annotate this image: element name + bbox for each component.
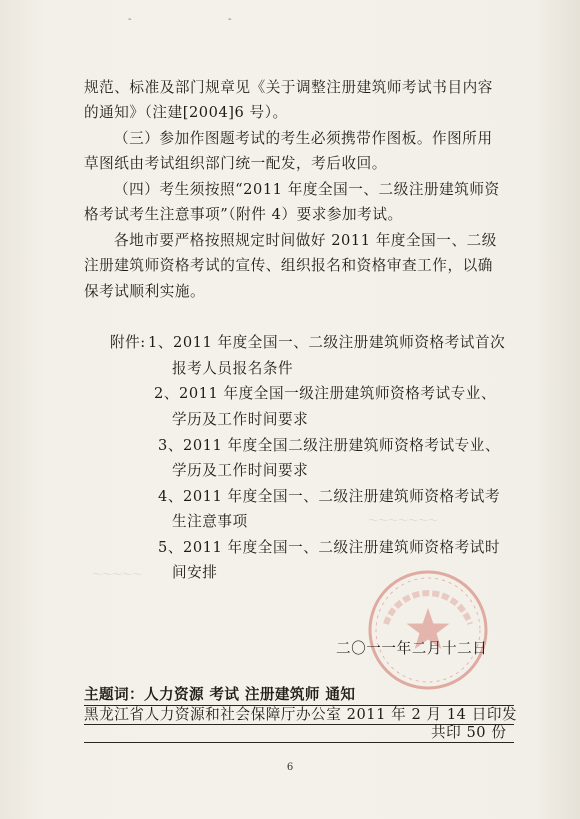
paragraph-line: （四）考生须按照“2011 年度全国一、二级注册建筑师资 (114, 181, 500, 198)
official-seal-icon (364, 566, 492, 694)
paragraph-line: 草图纸由考试组织部门统一配发，考后收回。 (84, 155, 387, 172)
subject-keywords: 主题词：人力资源 考试 注册建筑师 通知 (84, 686, 356, 703)
bleed-through-mark: ～～～～～ (92, 570, 142, 581)
attachment-item-line: 3、2011 年度全国二级注册建筑师资格考试专业、 (158, 437, 501, 454)
footer-rule-bottom (84, 742, 514, 743)
paragraph-line: 注册建筑师资格考试的宣传、组织报名和资格审查工作，以确 (84, 257, 493, 274)
attachment-item-line: 报考人员报名条件 (172, 360, 294, 377)
bleed-through-mark: ～～～～～～～ (368, 516, 438, 527)
attachment-item-line: 间安排 (172, 564, 218, 581)
paragraph-line: 保考试顺利实施。 (84, 283, 206, 300)
attachment-item-line: 5、2011 年度全国一、二级注册建筑师资格考试时 (158, 539, 501, 556)
issuer-line: 黑龙江省人力资源和社会保障厅办公室 2011 年 2 月 14 日印发 (84, 706, 518, 723)
attachment-item-line: 4、2011 年度全国一、二级注册建筑师资格考试考 (158, 488, 501, 505)
attachment-item-line: 1、2011 年度全国一、二级注册建筑师资格考试首次 (148, 334, 506, 351)
scan-mark-right: - (228, 14, 232, 25)
paragraph-line: 格考试考生注意事项”（附件 4）要求参加考试。 (84, 206, 403, 223)
attachments-prefix: 附件: (110, 334, 146, 351)
paragraph-line: 的通知》（注建[2004]6 号）。 (84, 104, 288, 121)
document-date: 二〇一一年二月十二日 (336, 640, 488, 657)
attachment-item-line: 学历及工作时间要求 (172, 411, 309, 428)
attachment-item-line: 生注意事项 (172, 513, 248, 530)
page-number: 6 (286, 762, 294, 773)
attachment-item-line: 2、2011 年度全国一级注册建筑师资格考试专业、 (154, 385, 497, 402)
paragraph-line: （三）参加作图题考试的考生必须携带作图板。作图所用 (114, 130, 493, 147)
paragraph-line: 规范、标准及部门规章见《关于调整注册建筑师考试书目内容 (84, 79, 493, 96)
paragraph-line: 各地市要严格按照规定时间做好 2011 年度全国一、二级 (114, 232, 497, 249)
attachment-item-line: 学历及工作时间要求 (172, 462, 309, 479)
scan-mark-left: - (128, 14, 132, 25)
print-copies: 共印 50 份 (431, 724, 507, 741)
